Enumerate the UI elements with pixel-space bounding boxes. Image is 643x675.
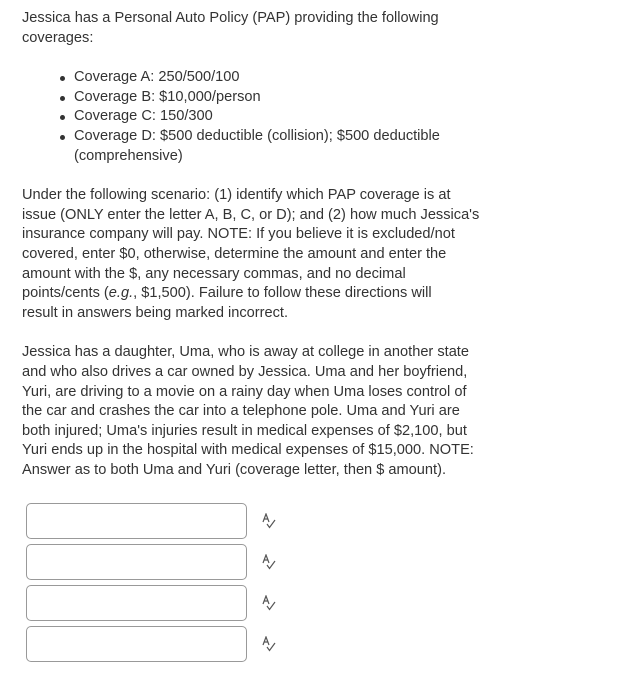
answer-input-2[interactable]	[26, 544, 247, 580]
spellcheck-icon[interactable]	[262, 636, 276, 652]
coverage-list	[22, 68, 479, 166]
answer-input-1[interactable]	[26, 503, 247, 539]
instructions-paragraph: Under the following scenario: (1) identify which PAP coverage is at issue (ONLY enter the letter A, B, C, or D); and (2) how much Jessica's insurance company will pay. NOTE: If you believe it is excluded/not covered, enter $0, otherwise, determine the amount and enter the amount with the $, any necessary commas, and no decimal points/cents (e.g., $1,500). Failure to follow these directions will result in answers being marked incorrect.	[22, 187, 480, 321]
coverage-a: Coverage A: 250/500/100	[74, 68, 479, 88]
instructions-line-6: points/cents (e.g., $1,500). Failure to follow these directions will	[22, 285, 432, 302]
answer-input-3[interactable]	[26, 585, 247, 621]
intro-paragraph: Jessica has a Personal Auto Policy (PAP) providing the following coverages:	[22, 10, 439, 46]
coverage-b: Coverage B: $10,000/person	[74, 88, 479, 108]
coverage-c: Coverage C: 150/300	[74, 107, 479, 127]
answer-input-4[interactable]	[26, 626, 247, 662]
scenario-paragraph: Jessica has a daughter, Uma, who is away at college in another state and who also drives a car owned by Jessica. Uma and her boyfriend, Yuri, are driving to a movie on a rainy day when Uma loses control of the car and crashes the car into a telephone pole. Uma and Yuri are both injured; Uma's injuries result in medical expenses of $2,100, but Yuri ends up in the hospital with medical expenses of $15,000. NOTE: Answer as to both Uma and Yuri (coverage letter, then $ amount).	[22, 344, 474, 478]
spellcheck-icon[interactable]	[262, 554, 276, 570]
spellcheck-icon[interactable]	[262, 595, 276, 611]
question-text	[22, 9, 479, 500]
spellcheck-icon[interactable]	[262, 513, 276, 529]
coverage-d: Coverage D: $500 deductible (collision); $500 deductible (comprehensive)	[74, 127, 479, 166]
